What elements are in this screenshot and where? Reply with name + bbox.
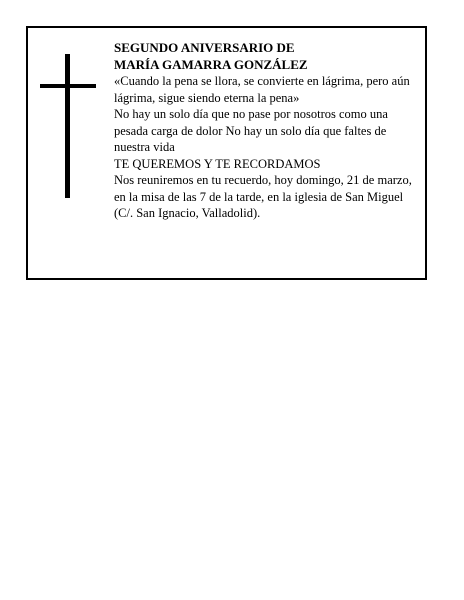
notice-message: No hay un solo día que no pase por nosotros como una pesada carga de dolor No hay un solo día que faltes de nuestra vida: [114, 107, 388, 154]
cross-vertical-bar: [65, 54, 70, 198]
notice-title-line-2: MARÍA GAMARRA GONZÁLEZ: [114, 56, 308, 72]
obituary-notice: [26, 26, 427, 280]
cross-horizontal-bar: [40, 84, 96, 88]
notice-text: [114, 40, 422, 222]
notice-announcement: Nos reuniremos en tu recuerdo, hoy domingo, 21 de marzo, en la misa de las 7 de la tarde, en la iglesia de San Miguel (C/. San Ignacio, Valladolid).: [114, 173, 412, 220]
notice-title-line-1: SEGUNDO ANIVERSARIO DE: [114, 40, 295, 55]
notice-tribute: TE QUEREMOS Y TE RECORDAMOS: [114, 156, 321, 171]
cross-icon: [40, 54, 96, 198]
notice-quote: «Cuando la pena se llora, se convierte en lágrima, pero aún lágrima, sigue siendo eterna la pena»: [114, 74, 410, 105]
